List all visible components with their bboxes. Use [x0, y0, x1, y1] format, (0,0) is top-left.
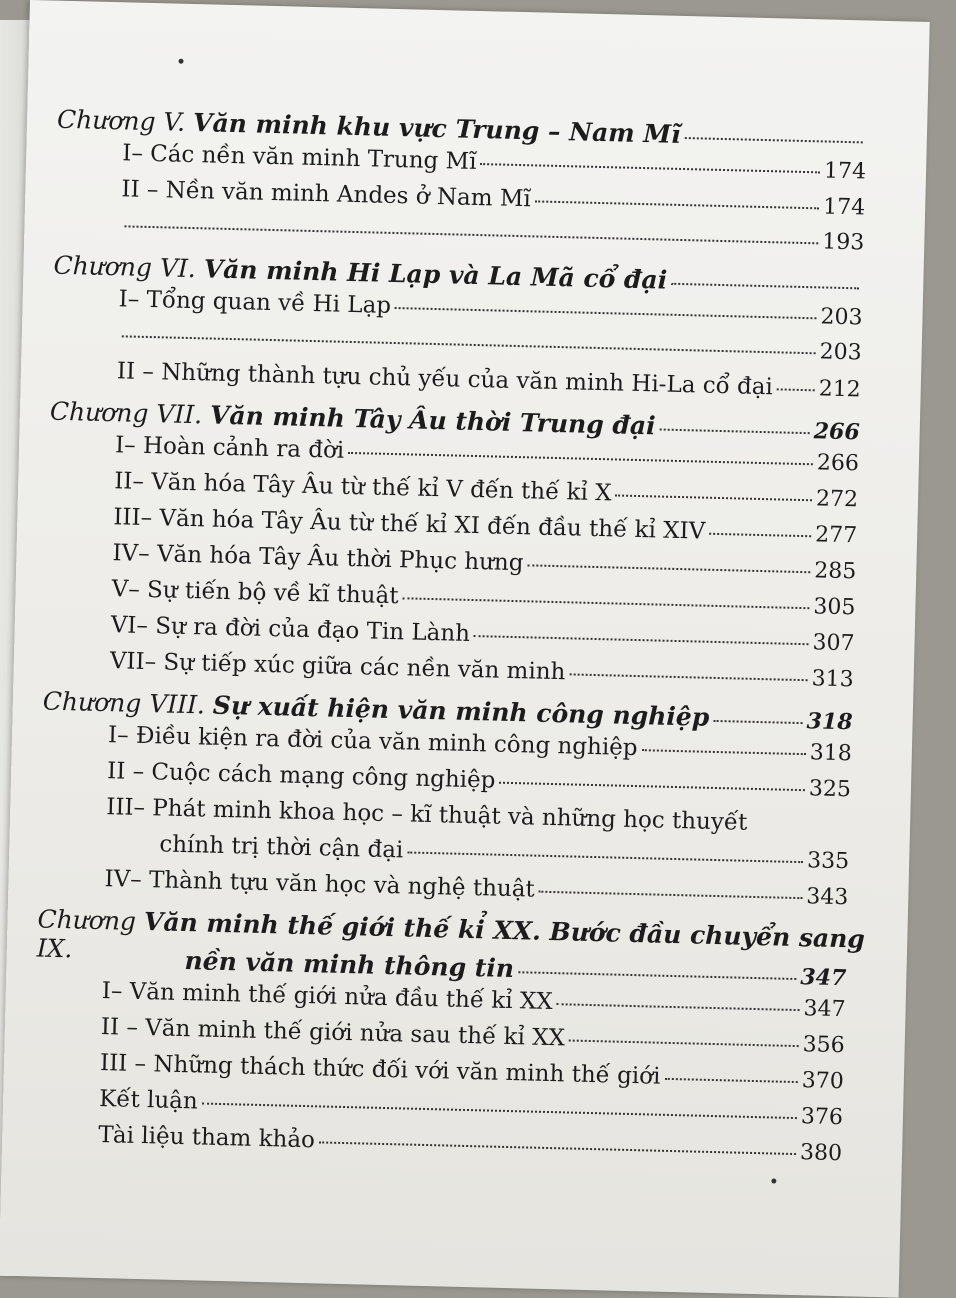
entry-text: chính trị thời cận đại	[159, 831, 404, 863]
page-number: 313	[811, 666, 854, 692]
dot-leader	[202, 1103, 797, 1120]
dot-leader	[684, 137, 862, 143]
chapter-title: Văn minh thế giới thế kỉ XX. Bước đầu chuyển sang	[144, 907, 866, 954]
page-number: 370	[802, 1068, 845, 1094]
page-number: 325	[809, 776, 852, 802]
entry-text: II – Cuộc cách mạng công nghiệp	[107, 758, 496, 793]
dot-leader	[319, 1141, 796, 1155]
entry-text: IV– Văn hóa Tây Âu thời Phục hưng	[112, 540, 524, 576]
page-number: 318	[810, 740, 853, 766]
dot-leader	[122, 335, 816, 354]
page-number: 376	[801, 1104, 844, 1130]
dot-leader	[615, 494, 812, 501]
chapter-title: Văn minh Tây Âu thời Trung đại	[210, 401, 656, 441]
entry-text: I– Văn minh thế giới nửa đầu thế kỉ XX	[101, 978, 553, 1015]
page-number: 272	[816, 486, 859, 512]
entry-text: I– Tổng quan về Hi Lạp	[118, 286, 391, 319]
speck	[771, 1178, 776, 1183]
page-number: 203	[819, 339, 862, 365]
entry-text: I– Các nền văn minh Trung Mĩ	[122, 140, 477, 175]
dot-leader	[499, 782, 805, 791]
dot-leader	[480, 163, 820, 173]
chapter-title: Sự xuất hiện văn minh công nghiệp	[213, 691, 710, 732]
dot-leader	[402, 597, 809, 609]
entry-text: IV– Thành tựu văn học và nghệ thuật	[104, 866, 535, 903]
entry-text: Kết luận	[99, 1086, 198, 1114]
dot-leader	[535, 200, 819, 209]
chapter-label: Chương VI.	[53, 251, 196, 283]
chapter-label: Chương V.	[57, 105, 186, 137]
entry-text: II – Văn minh thế giới nửa sau thế kỉ XX	[101, 1014, 566, 1051]
entry-text: II– Văn hóa Tây Âu từ thế kỉ V đến thế kỉ X	[114, 468, 612, 506]
entry-text: V– Sự tiến bộ về kĩ thuật	[111, 576, 399, 609]
entry-text: III– Phát minh khoa học – kĩ thuật và những học thuyết	[106, 794, 748, 836]
table-of-contents	[32, 101, 868, 1176]
page-number: 203	[820, 304, 863, 330]
entry-text: II – Những thành tựu chủ yếu của văn minh Hi-La cổ đại	[117, 358, 774, 400]
dot-leader	[751, 826, 846, 828]
entry-text: VI– Sự ra đời của đạo Tin Lành	[110, 612, 470, 647]
dot-leader	[474, 635, 809, 645]
entry-text: I– Điều kiện ra đời của văn minh công nghiệp	[108, 722, 638, 761]
dot-leader	[641, 749, 805, 755]
dot-leader	[124, 225, 818, 244]
dot-leader	[395, 307, 817, 319]
dot-leader	[348, 452, 813, 465]
page-number: 347	[800, 964, 847, 991]
page-number: 343	[806, 884, 849, 910]
dot-leader	[518, 971, 796, 980]
page-number: 318	[806, 708, 853, 735]
page-number: 266	[817, 450, 860, 476]
page-number: 277	[815, 522, 858, 548]
entry-text: I– Hoàn cảnh ra đời	[115, 432, 345, 464]
entry-text: II – Nền văn minh Andes ở Nam Mĩ	[121, 176, 531, 212]
entry-text: Tài liệu tham khảo	[98, 1122, 315, 1153]
chapter-label: Chương IX.	[36, 904, 136, 964]
dot-leader	[539, 891, 803, 899]
chapter-title: Văn minh Hi Lạp và La Mã cổ đại	[203, 254, 667, 294]
page-number: 307	[812, 630, 855, 656]
dot-leader	[709, 533, 811, 537]
entry-text: III– Văn hóa Tây Âu từ thế kỉ XI đến đầu thế kỉ XIV	[113, 504, 705, 544]
dot-leader	[671, 283, 859, 290]
chapter-label: Chương VII.	[50, 397, 203, 430]
dot-leader	[660, 429, 810, 435]
page-number: 174	[823, 194, 866, 220]
dot-leader	[557, 1003, 800, 1011]
page-number: 266	[813, 418, 860, 445]
chapter-title: Văn minh khu vực Trung – Nam Mĩ	[193, 108, 681, 149]
dot-leader	[407, 851, 803, 863]
speck	[178, 59, 183, 64]
page-number: 380	[800, 1140, 843, 1166]
page-number: 335	[807, 848, 850, 874]
dot-leader	[713, 720, 803, 724]
page-number: 212	[818, 376, 861, 402]
page-number: 305	[813, 594, 856, 620]
chapter-label: Chương VIII.	[43, 687, 206, 720]
page-number: 356	[802, 1032, 845, 1058]
entry-text: VII– Sự tiếp xúc giữa các nền văn minh	[110, 648, 566, 685]
page-number: 193	[822, 229, 865, 255]
entry-text: III – Những thách thức đối với văn minh thế giới	[100, 1050, 661, 1090]
chapter-title: nền văn minh thông tin	[184, 946, 514, 983]
dot-leader	[777, 388, 815, 391]
dot-leader	[569, 673, 807, 681]
dot-leader	[527, 564, 810, 573]
page-number: 347	[803, 996, 846, 1022]
dot-leader	[569, 1039, 799, 1047]
dot-leader	[664, 1078, 797, 1083]
page-number: 174	[824, 158, 867, 184]
page-number: 285	[814, 558, 857, 584]
